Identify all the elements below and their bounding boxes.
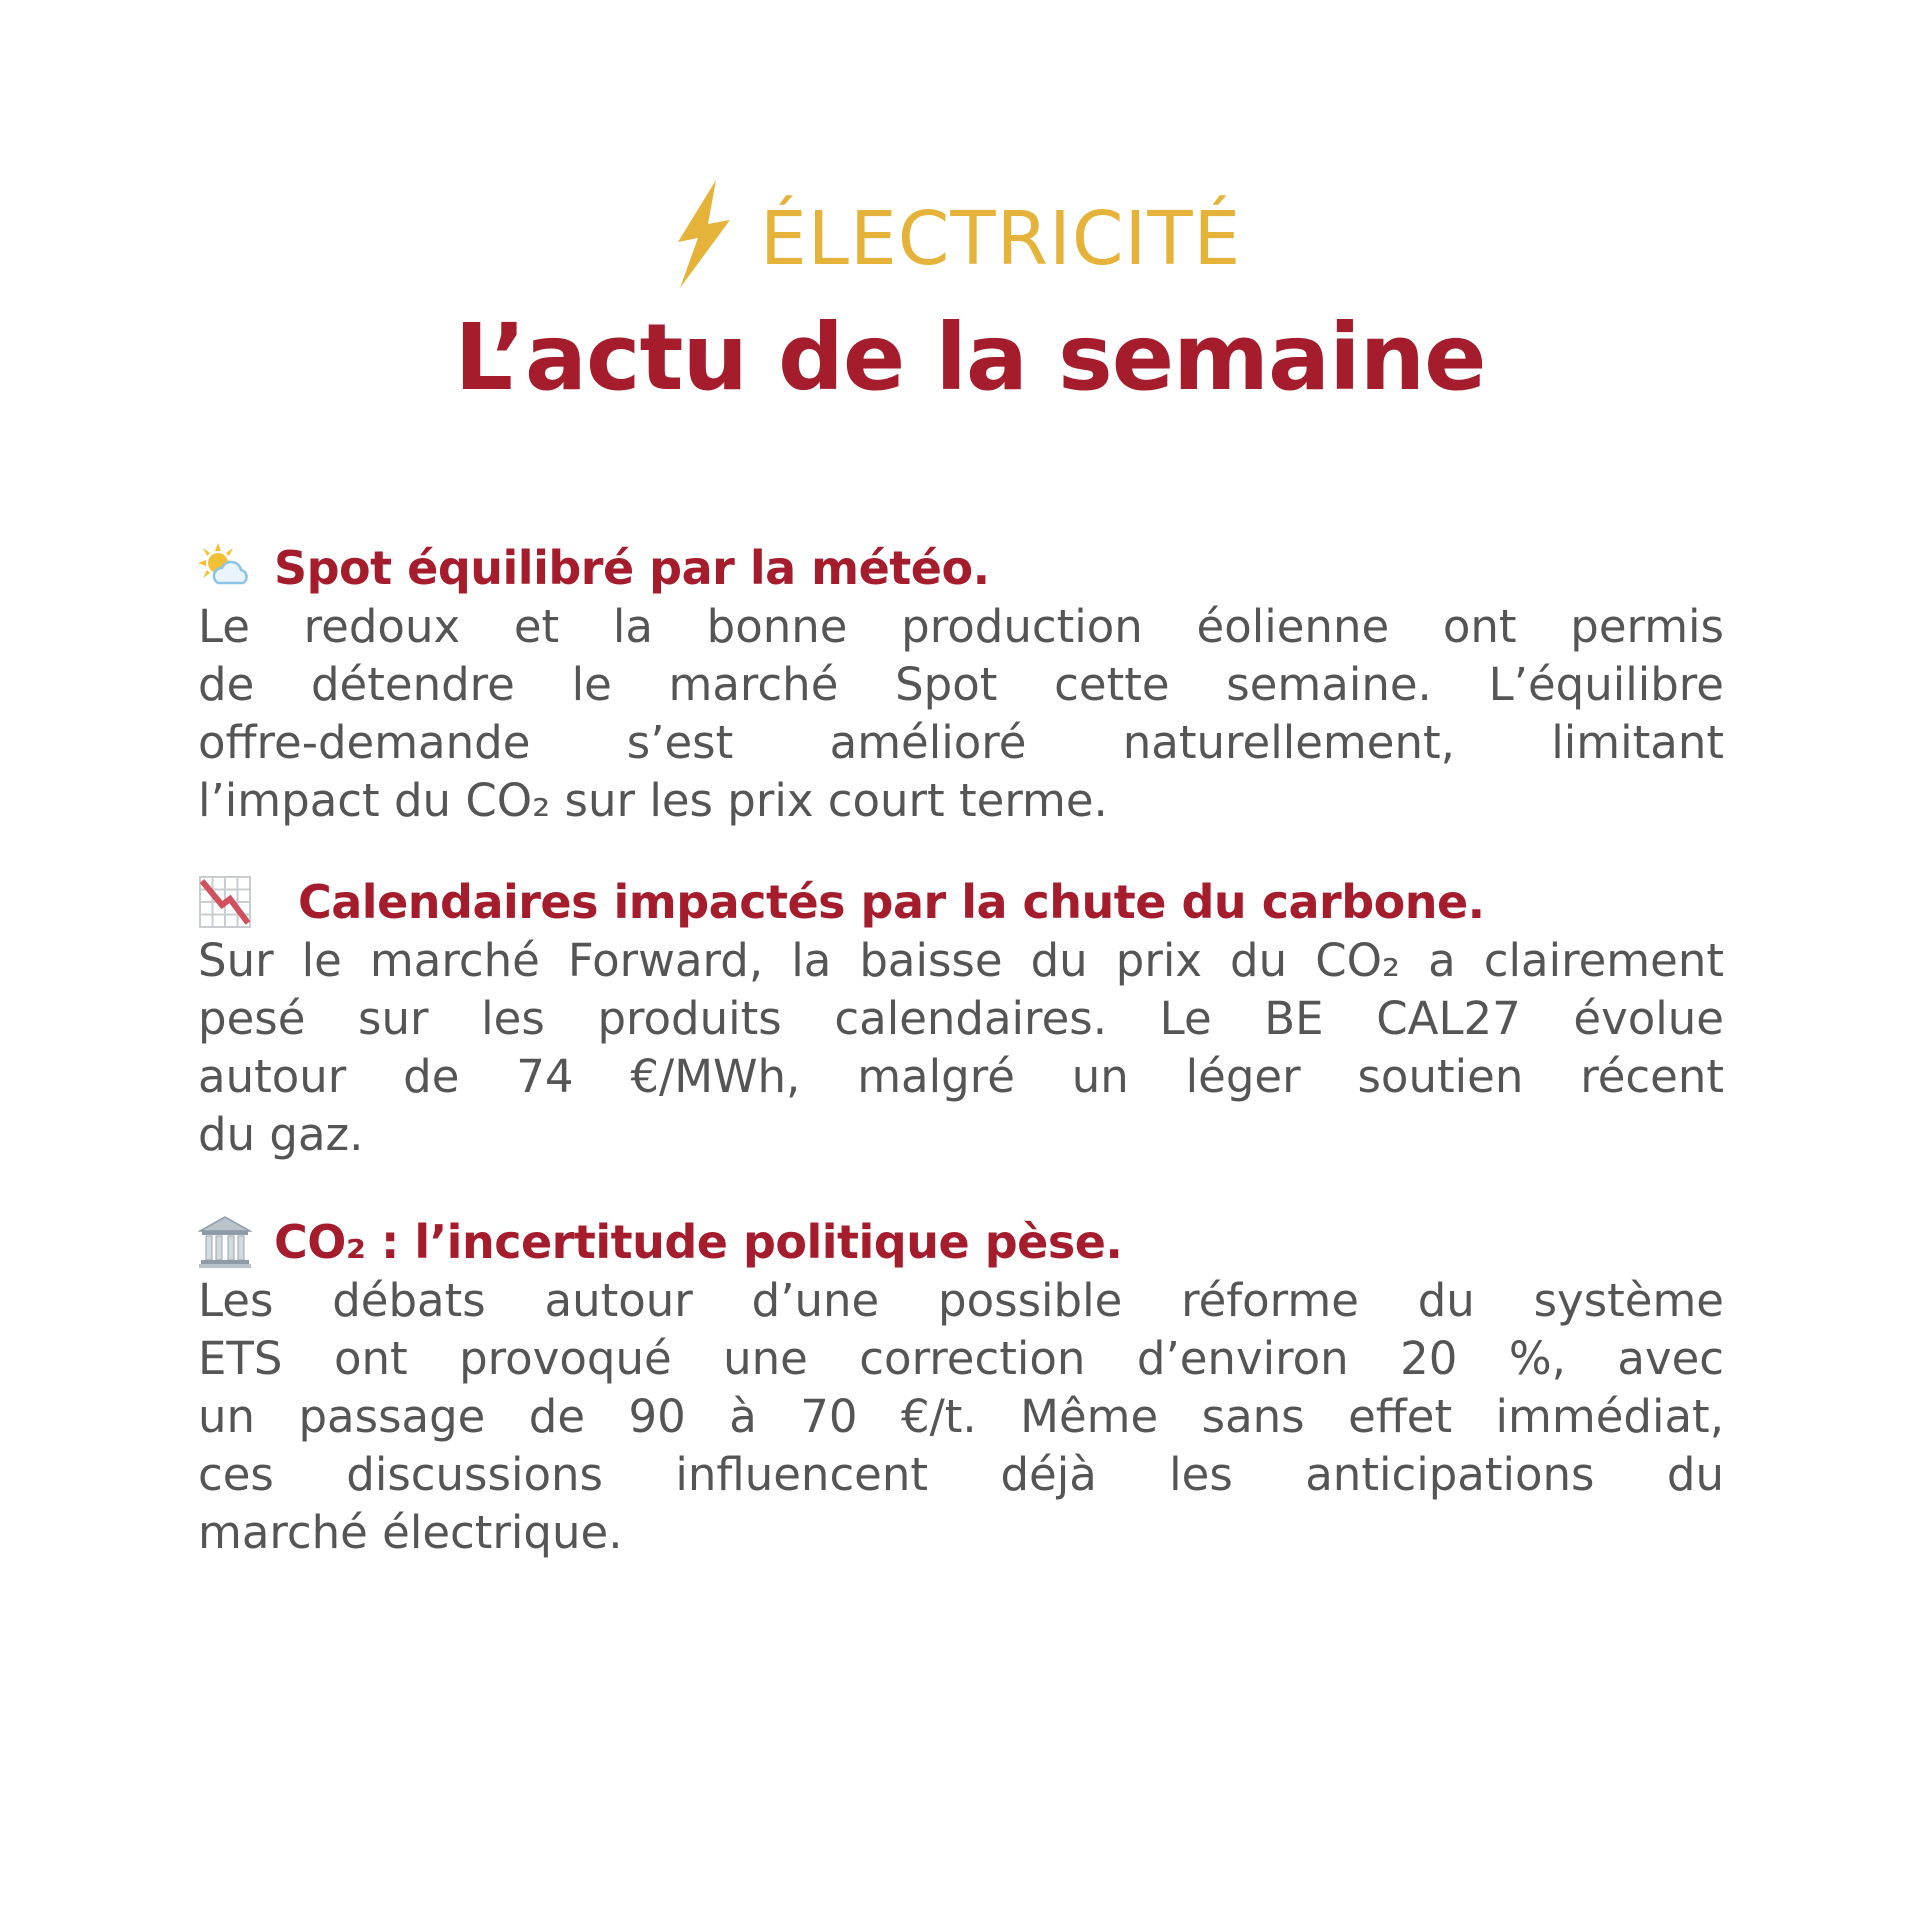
news-heading: CO₂ : l’incertitude politique pèse. [274, 1215, 1123, 1269]
sun-behind-cloud-icon [198, 541, 252, 595]
category-label: ÉLECTRICITÉ [760, 196, 1242, 282]
body-line: l’impact du CO₂ sur les prix court terme. [198, 774, 1108, 827]
body-line: autour de 74 €/MWh, malgré un léger soutien récent [198, 1050, 1724, 1103]
news-heading-row [198, 538, 1724, 598]
news-body [198, 598, 1724, 830]
body-line: marché électrique. [198, 1506, 623, 1559]
news-body [198, 1272, 1724, 1562]
chart-decreasing-icon [198, 875, 252, 929]
body-line: ETS ont provoqué une correction d’environ 20 %, avec [198, 1332, 1724, 1385]
news-item-calendaires [198, 872, 1724, 1164]
news-body [198, 932, 1724, 1164]
news-item-spot [198, 538, 1724, 830]
body-line: un passage de 90 à 70 €/t. Même sans effet immédiat, [198, 1390, 1724, 1443]
classical-building-icon [198, 1215, 252, 1269]
lightning-bolt-icon [676, 180, 732, 288]
body-line: Les débats autour d’une possible réforme du système [198, 1274, 1724, 1327]
news-heading: Spot équilibré par la météo. [274, 541, 990, 595]
body-line: du gaz. [198, 1108, 364, 1161]
body-line: offre-demande s’est amélioré naturellement, limitant [198, 716, 1724, 769]
body-line: Le redoux et la bonne production éolienne ont permis [198, 600, 1724, 653]
news-heading: Calendaires impactés par la chute du carbone. [298, 875, 1485, 929]
body-line: Sur le marché Forward, la baisse du prix du CO₂ a clairement [198, 934, 1724, 987]
news-heading-row [198, 872, 1724, 932]
body-line: ces discussions influencent déjà les anticipations du [198, 1448, 1724, 1501]
body-line: pesé sur les produits calendaires. Le BE CAL27 évolue [198, 992, 1724, 1045]
news-heading-row [198, 1212, 1724, 1272]
page-title: L’actu de la semaine [454, 304, 1486, 411]
news-item-co2 [198, 1212, 1724, 1562]
body-line: de détendre le marché Spot cette semaine. L’équilibre [198, 658, 1724, 711]
